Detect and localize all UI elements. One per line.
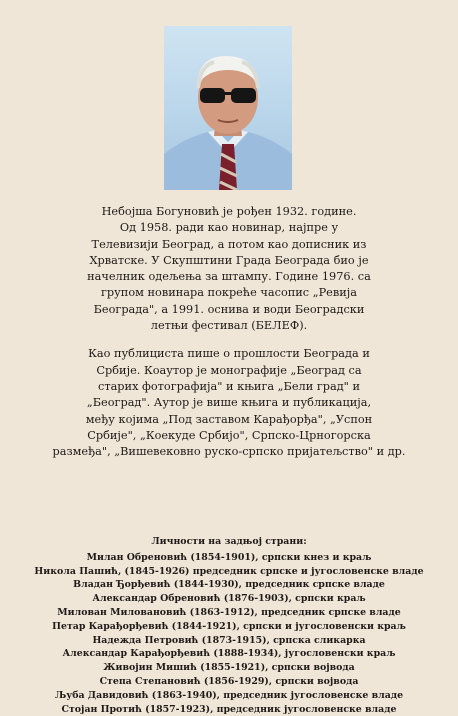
person-item: Љуба Давидовић (1863-1940), председник југословенске владе — [54, 689, 404, 701]
person-item: Милован Миловановић (1863-1912), председник српске владе — [57, 606, 401, 618]
person-item: Стојан Протић (1857-1923), председник југословенске владе — [61, 703, 397, 715]
bio-line: Србије. Коаутор је монографије „Београд са — [96, 363, 362, 377]
person-item: Никола Пашић, (1845-1926) председник српске и југословенске владе — [34, 565, 424, 577]
bio-line: „Београд". Аутор је више књига и публикација, — [86, 396, 372, 410]
bio-line: Београда", а 1991. оснива и води Београдски — [93, 302, 365, 316]
bio-line: Србије", „Коекуде Србијо", Српско-Црногорска — [87, 428, 371, 442]
person-item: Петар Карађорђевић (1844-1921), српски и југословенски краљ — [52, 620, 406, 632]
person-item: Степа Степановић (1856-1929), српски војвода — [99, 675, 359, 687]
person-item: Милан Обреновић (1854-1901), српски кнез и краљ — [86, 551, 372, 563]
bio-line: Хрватске. У Скупштини Града Београда био је — [89, 253, 369, 267]
bio-line: међу којима „Под заставом Карађорђа", „Успон — [85, 412, 373, 426]
bio-line: Небојша Богуновић је рођен 1932. године. — [101, 205, 357, 218]
bio-line: летњи фестивал (БЕЛЕФ). — [150, 319, 308, 333]
persons-heading: Личности на задњој страни: — [151, 536, 307, 547]
person-item: Владан Ђорђевић (1844-1930), председник српске владе — [73, 579, 385, 591]
author-photo — [164, 26, 292, 190]
bio-line: групом новинара покреће часопис „Ревија — [101, 286, 357, 300]
person-item: Александар Обреновић (1876-1903), српски краљ — [92, 593, 366, 605]
bio-paragraph-2 — [40, 346, 418, 460]
bio-line: Телевизији Београд, а потом као дописник из — [91, 237, 367, 251]
back-cover-persons — [20, 535, 438, 716]
bio-line: старих фотографија" и књига „Бели град" и — [98, 379, 360, 393]
bio-line: Од 1958. ради као новинар, најпре у — [119, 221, 339, 235]
person-item: Александар Карађорђевић (1888-1934), југословенски краљ — [62, 648, 396, 660]
bio-line: размеђа", „Вишевековно руско-српско пријатељство" и др. — [52, 445, 406, 459]
bio-line: Као публициста пише о прошлости Београда и — [88, 347, 370, 361]
bio-paragraph-1 — [40, 204, 418, 334]
author-biography — [40, 204, 418, 460]
bio-line: начелник одељења за штампу. Године 1976. са — [87, 270, 371, 284]
author-portrait-image — [164, 26, 292, 190]
person-item: Живојин Мишић (1855-1921), српски војвода — [103, 662, 355, 674]
person-item: Надежда Петровић (1873-1915), српска сликарка — [92, 634, 366, 646]
